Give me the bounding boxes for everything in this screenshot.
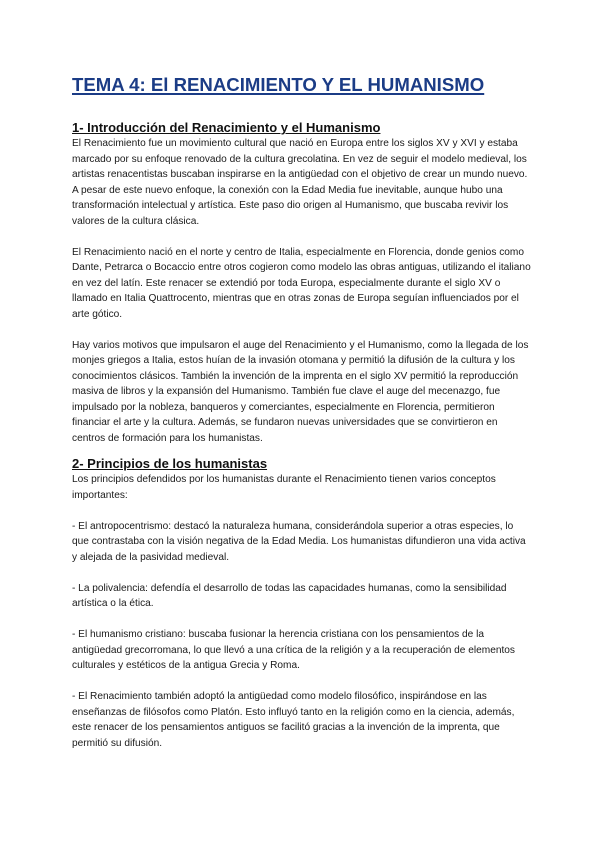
section-intro: Los principios defendidos por los humanistas durante el Renacimiento tienen varios conceptos importantes: <box>72 474 496 501</box>
paragraph-spacer <box>72 229 532 245</box>
section-heading-principios: 2- Principios de los humanistas <box>72 456 268 471</box>
section-heading-introduccion: 1- Introducción del Renacimiento y el Humanismo <box>72 120 381 135</box>
document-title: TEMA 4: El RENACIMIENTO Y EL HUMANISMO <box>72 74 485 95</box>
paragraph: El Renacimiento nació en el norte y centro de Italia, especialmente en Florencia, donde genios como Dante, Petrarca o Bocaccio entre otros cogieron como modelo las obras antiguas, utilizando el italiano en vez del latín. Este renacer se extendió por toda Europa, especialmente durante el siglo XV o llamado en Italia Quattrocento, mientras que en otras zonas de Europa seguían influenciados por el arte gótico. <box>72 246 531 320</box>
paragraph: Hay varios motivos que impulsaron el auge del Renacimiento y el Humanismo, como la llegada de los monjes griegos a Italia, estos huían de la invasión otomana y permitió la difusión de la cultura y los conocimientos clásicos. También la invención de la imprenta en el siglo XV permitió la reproducción masiva de libros y la expansión del Humanismo. También fue clave el auge del mecenazgo, fue impulsado por la nobleza, banqueros y comerciantes, especialmente en Florencia, permitieron financiar el arte y la cultura. Además, se fundaron nuevas universidades que se convirtieron en centros de formación para los humanistas. <box>72 339 529 444</box>
list-item: - El humanismo cristiano: buscaba fusionar la herencia cristiana con los pensamientos de la antigüedad grecorromana, lo que llevó a una crítica de la religión y a la recuperación de elementos culturales y estéticos de la antigua Grecia y Roma. <box>72 629 515 671</box>
paragraph-spacer <box>72 322 532 338</box>
paragraph: El Renacimiento fue un movimiento cultural que nació en Europa entre los siglos XV y XVI y estaba marcado por su enfoque renovado de la cultura grecolatina. En vez de seguir el modelo medieval, los artistas renacentistas buscaban inspirarse en la antigüedad con el objetivo de crear un mundo nuevo. A pesar de este nuevo enfoque, la conexión con la Edad Media fue inevitable, aunque hubo una transformación intelectual y artística. Este paso dio origen al Humanismo, que buscaba revivir los valores de la cultura clásica. <box>72 138 528 227</box>
paragraph-spacer <box>72 503 532 519</box>
list-item: - El antropocentrismo: destacó la naturaleza humana, considerándola superior a otras especies, lo que contrastaba con la visión negativa de la Edad Media. Los humanistas difundieron una vida activa y alejada de la pasividad medieval. <box>72 520 526 563</box>
paragraph-spacer <box>72 674 532 690</box>
list-item: - La polivalencia: defendía el desarrollo de todas las capacidades humanas, como la sensibilidad artística o la ética. <box>72 582 507 609</box>
section-spacer <box>72 446 532 456</box>
list-item: - El Renacimiento también adoptó la antigüedad como modelo filosófico, inspirándose en las enseñanzas de filósofos como Platón. Esto influyó tanto en la religión como en la ciencia, además, este renacer de los pensamientos antiguos se facilitó gracias a la invención de la imprenta, que permitió su difusión. <box>72 691 515 749</box>
document-body <box>72 120 532 751</box>
paragraph-spacer <box>72 612 532 628</box>
paragraph-spacer <box>72 565 532 581</box>
